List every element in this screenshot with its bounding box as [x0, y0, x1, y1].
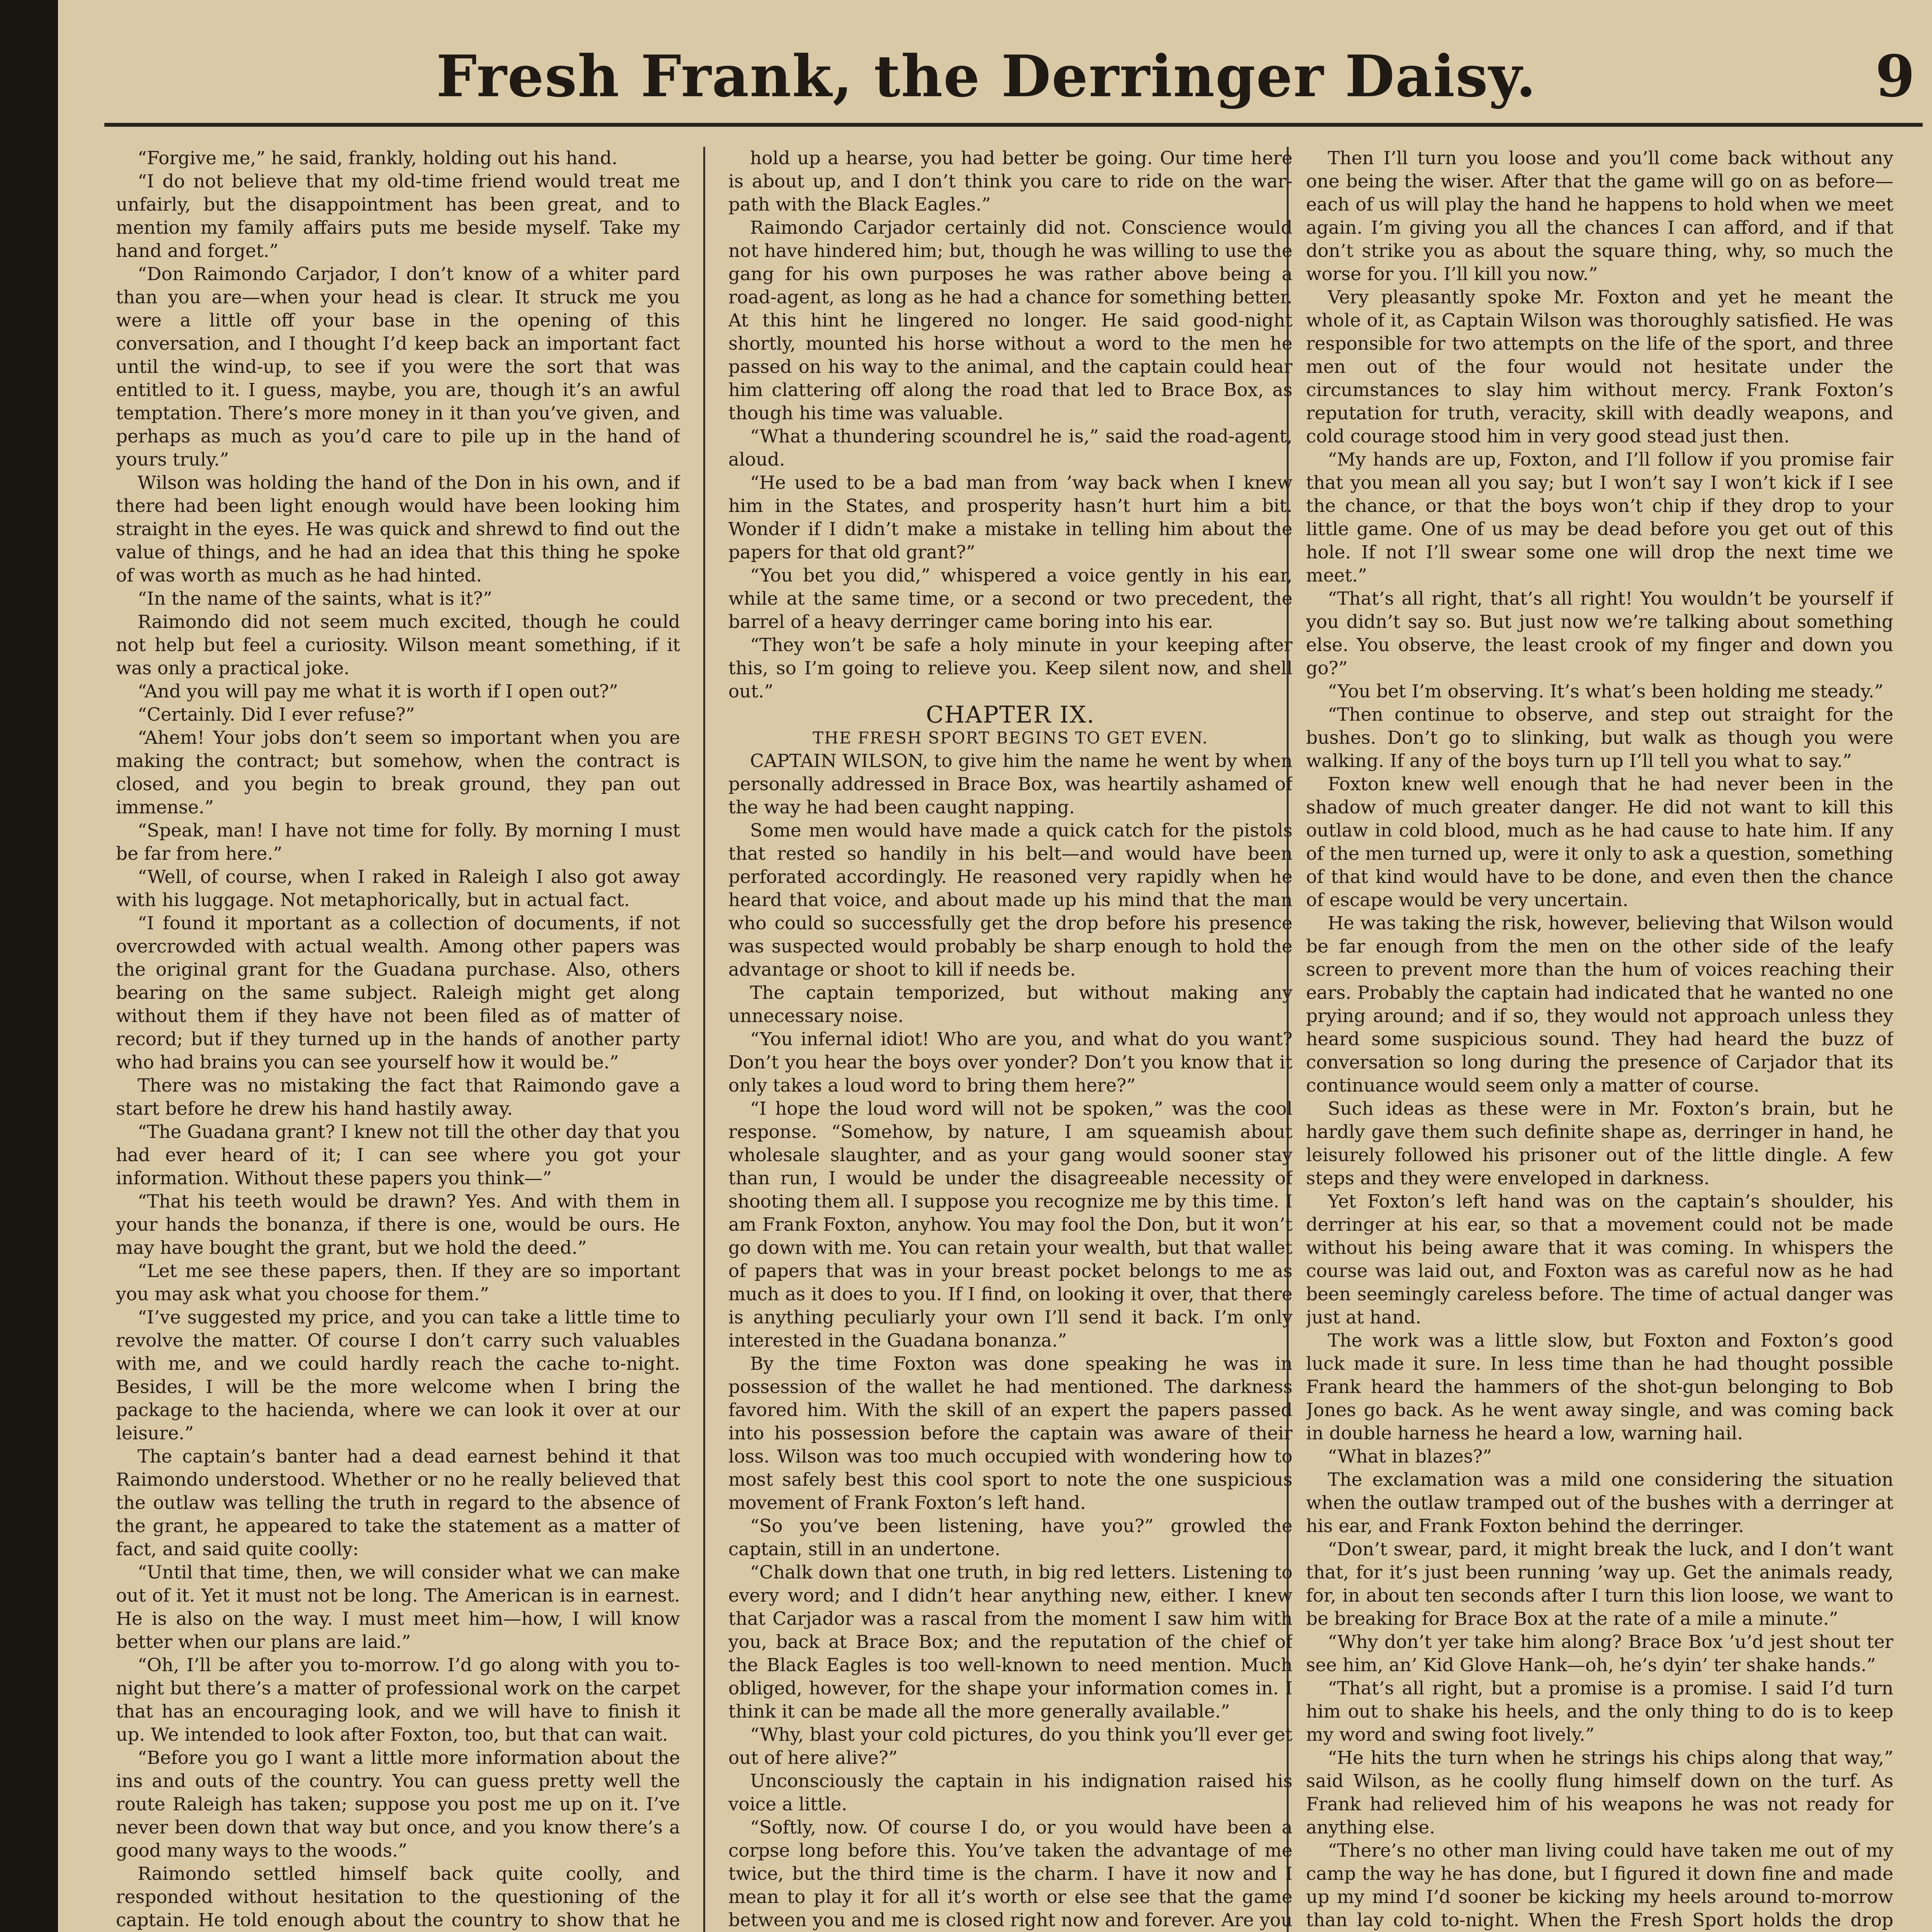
paragraph: Foxton knew well enough that he had never been in the shadow of much greater danger. He did not want to kill this outlaw in cold blood, much as he had cause to hate him. If any of the men turned up, were it only to ask a question, something of that kind would have to be done, and even then the chance of escape would be very uncertain.: [1306, 774, 1893, 911]
paragraph: The work was a little slow, but Foxton and Foxton’s good luck made it sure. In less time than he had thought possible Frank heard the hammers of the shot-gun belonging to Bob Jones go back. As he went away single, and was coming back in double harness he heard a low, warning hail.: [1306, 1330, 1893, 1444]
page-number: 9: [1875, 43, 1915, 110]
paragraph: “Then continue to observe, and step out straight for the bushes. Don’t go to slinking, but walk as though you were walking. If any of the boys turn up I’ll tell you what to say.”: [1306, 704, 1893, 772]
left-margin: [0, 0, 58, 1932]
paragraph: “So you’ve been listening, have you?” growled the captain, still in an undertone.: [728, 1515, 1293, 1560]
paragraph: “I’ve suggested my price, and you can take a little time to revolve the matter. Of course I don’t carry such valuables with me, and we could hardly reach the cache to-night. Besides, I will be the more welcome when I bring the package to the hacienda, where we can look it over at our leisure.”: [116, 1307, 680, 1444]
column-rule-1: [703, 147, 705, 1932]
paragraph: Very pleasantly spoke Mr. Foxton and yet he meant the whole of it, as Captain Wilson was thoroughly satisfied. He was responsible for two attempts on the life of the sport, and three men out of the four would not hesitate under the circumstances to slay him without mercy. Frank Foxton’s reputation for truth, veracity, skill with deadly weapons, and cold courage stood him in very good stead just then.: [1306, 287, 1893, 447]
paragraph: “That’s all right, but a promise is a promise. I said I’d turn him out to shake his heels, and the only thing to do is to keep my word and swing foot lively.”: [1306, 1678, 1893, 1745]
chapter-subtitle: THE FRESH SPORT BEGINS TO GET EVEN.: [813, 728, 1208, 747]
paragraph: “The Guadana grant? I knew not till the other day that you had ever heard of it; I can see where you got your information. Without these papers you think—”: [116, 1121, 680, 1189]
paragraph: “In the name of the saints, what is it?”: [138, 588, 492, 609]
paragraph: “What in blazes?”: [1328, 1446, 1492, 1467]
paragraph: “Oh, I’ll be after you to-morrow. I’d go along with you to-night but there’s a matter of professional work on the carpet that has an encouraging look, and we will have to finish it up. We intended to look after Foxton, too, but that can wait.: [116, 1655, 680, 1745]
paragraph: “He hits the turn when he strings his chips along that way,” said Wilson, as he coolly flung himself down on the turf. As Frank had relieved him of his weapons he was not ready for anything else.: [1306, 1747, 1893, 1838]
chapter-title: CHAPTER IX.: [926, 701, 1095, 728]
paragraph: CAPTAIN WILSON, to give him the name he went by when personally addressed in Brace Box, was heartily ashamed of the way he had been caught napping.: [728, 750, 1293, 818]
paragraph: He was taking the risk, however, believing that Wilson would be far enough from the men on the other side of the leafy screen to prevent more than the hum of voices reaching their ears. Probably the captain had indicated that he wanted no one prying around; and if so, they would not approach unless they heard some suspicious sound. They had heard the buzz of conversation so long during the presence of Carjador that its continuance would seem only a matter of course.: [1306, 913, 1893, 1096]
text-column-1: [116, 147, 680, 1932]
paragraph: Raimondo did not seem much excited, though he could not help but feel a curiosity. Wilson meant something, if it was only a practical joke.: [116, 611, 680, 679]
paragraph: “You bet I’m observing. It’s what’s been holding me steady.”: [1328, 681, 1884, 702]
paragraph: “I found it mportant as a collection of documents, if not overcrowded with actual wealth. Among other papers was the original grant for the Guadana purchase. Also, others bearing on the same subject. Raleigh might get along without them if they have not been filed as of matter of record; but if they turned up in the hands of another party who had brains you can see yourself how it would be.”: [116, 913, 680, 1073]
column-2-before-chapter: [728, 147, 1293, 703]
paragraph: There was no mistaking the fact that Raimondo gave a start before he drew his hand hastily away.: [116, 1075, 680, 1119]
paragraph: “Before you go I want a little more information about the ins and outs of the country. You can guess pretty well the route Raleigh has taken; suppose you post me up on it. I’ve never been down that way but once, and you know there’s a good many ways to the woods.”: [116, 1747, 680, 1861]
paragraph: “Until that time, then, we will consider what we can make out of it. Yet it must not be long. The American is in earnest. He is also on the way. I must meet him—how, I will know better when our plans are laid.”: [116, 1562, 680, 1653]
text-column-3: [1306, 147, 1893, 1932]
paragraph: The captain’s banter had a dead earnest behind it that Raimondo understood. Whether or no he really believed that the outlaw was telling the truth in regard to the absence of the grant, he appeared to take the statement as a matter of fact, and said quite coolly:: [116, 1446, 680, 1560]
paragraph: “I hope the loud word will not be spoken,” was the cool response. “Somehow, by nature, I am squeamish about wholesale slaughter, and as your gang would sooner stay than run, I would be under the disagreeable necessity of shooting them all. I suppose you recognize me by this time. I am Frank Foxton, anyhow. You may fool the Don, but it won’t go down with me. You can retain your wealth, but that wallet of papers that was in your breast pocket belongs to me as much as it does to you. If I find, on looking it over, that there is anything peculiarly your own I’ll send it back. I’m only interested in the Guadana bonanza.”: [728, 1098, 1293, 1351]
paragraph: “And you will pay me what it is worth if I open out?”: [138, 681, 618, 702]
paragraph: “There’s no other man living could have taken me out of my camp the way he has done, but I figured it down fine and made up my mind I’d sooner be kicking my heels around to-morrow than lay cold to-night. When the Fresh Sport holds the drop: [1306, 1840, 1893, 1931]
paragraph: Wilson was holding the hand of the Don in his own, and if there had been light enough would have been looking him straight in the eyes. He was quick and shrewd to find out the value of things, and he had an idea that this thing he spoke of was worth as much as he had hinted.: [116, 472, 680, 586]
page-title: Fresh Frank, the Derringer Daisy.: [436, 43, 1537, 110]
paragraph: Raimondo Carjador certainly did not. Conscience would not have hindered him; but, though he was willing to use the gang for his own purposes he was rather above being a road-agent, as long as he had a chance for something better. At this hint he lingered no longer. He said good-night shortly, mounted his horse without a word to the men he passed on his way to the animal, and the captain could hear him clattering off along the road that led to Brace Box, as though his time was valuable.: [728, 217, 1293, 424]
paragraph: “Speak, man! I have not time for folly. By morning I must be far from here.”: [116, 820, 680, 864]
paragraph: “They won’t be safe a holy minute in your keeping after this, so I’m going to relieve you. Keep silent now, and shell out.”: [728, 634, 1293, 702]
paragraph: “I do not believe that my old-time friend would treat me unfairly, but the disappointment has been great, and to mention my family affairs puts me beside myself. Take my hand and forget.”: [116, 171, 680, 262]
paragraph: Yet Foxton’s left hand was on the captain’s shoulder, his derringer at his ear, so that a movement could not be made without his being aware that it was coming. In whispers the course was laid out, and Foxton was as careful now as he had been seemingly careless before. The time of actual danger was just at hand.: [1306, 1191, 1893, 1328]
paragraph: Then I’ll turn you loose and you’ll come back without any one being the wiser. After that the game will go on as before—each of us will play the hand he happens to hold when we meet again. I’m giving you all the chances I can afford, and if that don’t strike you as about the square thing, why, so much the worse for you. I’ll kill you now.”: [1306, 148, 1893, 285]
paragraph: “You bet you did,” whispered a voice gently in his ear, while at the same time, or a second or two precedent, the barrel of a heavy derringer came boring into his ear.: [728, 565, 1293, 633]
paragraph: The exclamation was a mild one considering the situation when the outlaw tramped out of the bushes with a derringer at his ear, and Frank Foxton behind the derringer.: [1306, 1469, 1893, 1537]
paragraph: “That’s all right, that’s all right! You wouldn’t be yourself if you didn’t say so. But just now we’re talking about something else. You observe, the least crook of my finger and down you go?”: [1306, 588, 1893, 679]
column-2-after-chapter: [728, 750, 1293, 1932]
paragraph: “Ahem! Your jobs don’t seem so important when you are making the contract; but somehow, when the contract is closed, and you begin to break ground, they pan out immense.”: [116, 727, 680, 818]
paragraph: “Why, blast your cold pictures, do you think you’ll ever get out of here alive?”: [728, 1724, 1293, 1769]
paragraph: “Don Raimondo Carjador, I don’t know of a whiter pard than you are—when your head is clear. It struck me you were a little off your base in the opening of this conversation, and I thought I’d keep back an important fact until the wind-up, to see if you were the sort that was entitled to it. I guess, maybe, you are, though it’s an awful temptation. There’s more money in it than you’ve given, and perhaps as much as you’d care to pile up in the hand of yours truly.”: [116, 264, 680, 470]
paragraph: Raimondo settled himself back quite coolly, and responded without hesitation to the questioning of the captain. He told enough about the country to show that he: [116, 1863, 680, 1931]
text-column-2: [728, 147, 1293, 1932]
paragraph: “He used to be a bad man from ’way back when I knew him in the States, and prosperity hasn’t hurt him a bit. Wonder if I didn’t make a mistake in telling him about the papers for that old grant?”: [728, 472, 1293, 563]
paragraph: “Well, of course, when I raked in Raleigh I also got away with his luggage. Not metaphorically, but in actual fact.: [116, 866, 680, 911]
paragraph: By the time Foxton was done speaking he was in possession of the wallet he had mentioned. The darkness favored him. With the skill of an expert the papers passed into his possession before the captain was aware of their loss. Wilson was too much occupied with wondering how to most safely best this cool sport to note the one suspicious movement of Frank Foxton’s left hand.: [728, 1353, 1293, 1514]
paragraph: Unconsciously the captain in his indignation raised his voice a little.: [728, 1770, 1293, 1815]
paragraph: “Chalk down that one truth, in big red letters. Listening to every word; and I didn’t hear anything new, either. I knew that Carjador was a rascal from the moment I saw him with you, back at Brace Box; and the reputation of the chief of the Black Eagles is too well-known to need mention. Much obliged, however, for the shape your information comes in. I think it can be made all the more generally available.”: [728, 1562, 1293, 1722]
paragraph: “Don’t swear, pard, it might break the luck, and I don’t want that, for it’s just been running ’way up. Get the animals ready, for, in about ten seconds after I turn this lion loose, we want to be breaking for Brace Box at the rate of a mile a minute.”: [1306, 1539, 1893, 1629]
paragraph: “My hands are up, Foxton, and I’ll follow if you promise fair that you mean all you say; but I won’t say I won’t kick if I see the chance, or that the boys won’t chip if they drop to your little game. One of us may be dead before you get out of this hole. If not I’ll swear some one will drop the next time we meet.”: [1306, 449, 1893, 586]
paragraph: The captain temporized, but without making any unnecessary noise.: [728, 982, 1293, 1027]
running-header: [0, 27, 1932, 120]
paragraph: “You infernal idiot! Who are you, and what do you want? Don’t you hear the boys over yonder? Don’t you know that it only takes a loud word to bring them here?”: [728, 1029, 1293, 1096]
paragraph: “What a thundering scoundrel he is,” said the road-agent, aloud.: [728, 426, 1293, 470]
paragraph: “Why don’t yer take him along? Brace Box ’u’d jest shout ter see him, an’ Kid Glove Hank—oh, he’s dyin’ ter shake hands.”: [1306, 1631, 1893, 1676]
paragraph: “Let me see these papers, then. If they are so important you may ask what you choose for them.”: [116, 1260, 680, 1305]
paragraph: “Softly, now. Of course I do, or you would have been a corpse long before this. You’ve taken the advantage of me twice, but the third time is the charm. I have it now and I mean to play it for all it’s worth or else see that the game between you and me is closed right now and forever. Are you: [728, 1817, 1293, 1931]
paragraph: “That his teeth would be drawn? Yes. And with them in your hands the bonanza, if there is one, would be ours. He may have bought the grant, but we hold the deed.”: [116, 1191, 680, 1259]
header-rule: [104, 123, 1923, 127]
paragraph: “Forgive me,” he said, frankly, holding out his hand.: [138, 148, 617, 169]
paragraph: Some men would have made a quick catch for the pistols that rested so handily in his belt—and would have been perforated accordingly. He reasoned very rapidly when he heard that voice, and about made up his mind that the man who could so successfully get the drop before his presence was suspected would probably be sharp enough to hold the advantage or shoot to kill if needs be.: [728, 820, 1293, 980]
paragraph: “Certainly. Did I ever refuse?”: [138, 704, 415, 725]
paragraph: Such ideas as these were in Mr. Foxton’s brain, but he hardly gave them such definite shape as, derringer in hand, he leisurely followed his prisoner out of the little dingle. A few steps and they were enveloped in darkness.: [1306, 1098, 1893, 1189]
paragraph: hold up a hearse, you had better be going. Our time here is about up, and I don’t think you care to ride on the war-path with the Black Eagles.”: [728, 148, 1293, 215]
